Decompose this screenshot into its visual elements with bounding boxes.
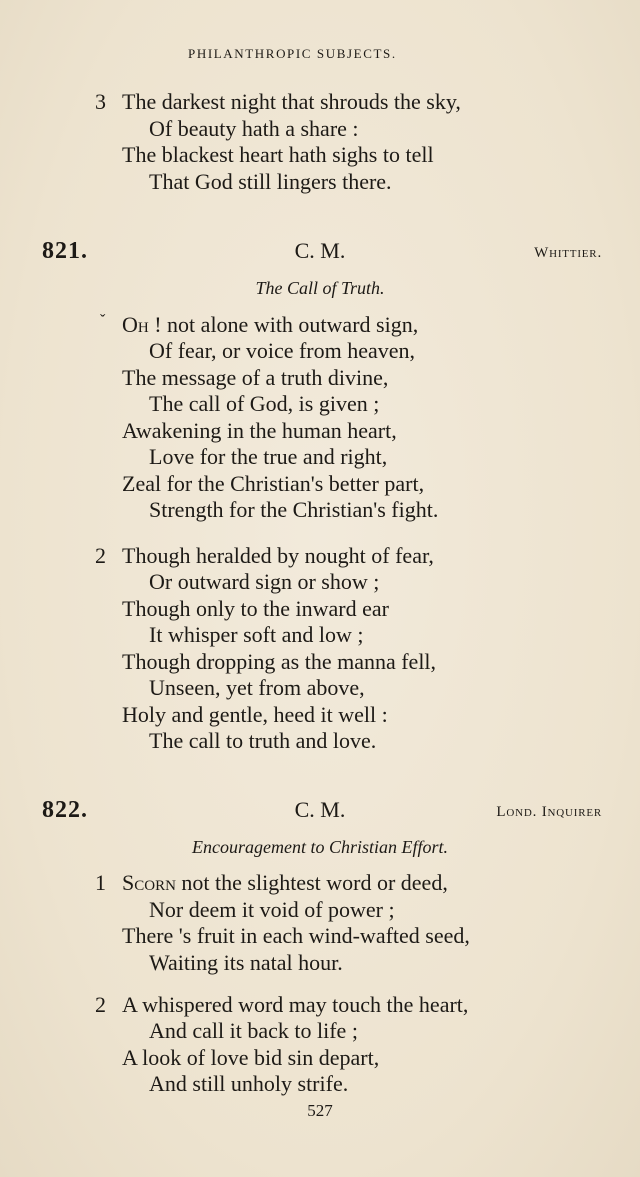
verse-line: Unseen, yet from above, [149,675,365,700]
verse-line: Of fear, or voice from heaven, [149,338,416,363]
hymn-title: The Call of Truth. [255,278,385,298]
verse-line: Though heralded by nought of fear, [122,543,434,568]
verse-line: And still unholy strife. [149,1071,349,1096]
verse-line: A whispered word may touch the heart, [122,992,469,1017]
verse-line: A look of love bid sin depart, [122,1045,380,1070]
hymn-author: Whittier. [534,245,602,261]
stanza-number: 1 [95,870,106,895]
verse-line: And call it back to life ; [149,1018,358,1043]
stanza-number: 3 [95,89,106,114]
verse-line: The blackest heart hath sighs to tell [122,142,434,167]
verse-line: The call of God, is given ; [149,391,380,416]
hymn-title: Encouragement to Christian Effort. [192,837,448,857]
verse-line: Though dropping as the manna fell, [122,649,437,674]
verse-line: Or outward sign or show ; [149,569,380,594]
verse-line-first [122,312,418,338]
stanza-number: 2 [95,543,106,568]
verse-line: The darkest night that shrouds the sky, [122,89,461,114]
verse-line: That God still lingers there. [149,169,392,194]
stanza-number: 2 [95,992,106,1017]
verse-line-first [122,870,448,896]
verse-first-rest: not the slightest word or deed, [175,870,448,895]
verse-line: Zeal for the Christian's better part, [122,471,425,496]
printer-mark: ˇ [100,312,106,329]
verse-line: There 's fruit in each wind-wafted seed, [122,923,470,948]
verse-line: Holy and gentle, heed it well : [122,702,388,727]
verse-line: Strength for the Christian's fight. [149,497,439,522]
verse-first-word: Oh [122,312,149,337]
hymn-author: Lond. Inquirer [496,804,602,820]
hymn-meter: C. M. [294,238,346,263]
verse-line: The call to truth and love. [149,728,377,753]
hymn-number: 822. [42,797,88,823]
verse-line: It whisper soft and low ; [149,622,364,647]
verse-line: Waiting its natal hour. [149,950,343,975]
verse-line: Of beauty hath a share : [149,116,359,141]
verse-line: Nor deem it void of power ; [149,897,395,922]
verse-first-word: Scorn [122,870,176,895]
hymn-meter: C. M. [294,797,346,822]
verse-line: Love for the true and right, [149,444,388,469]
verse-line: Awakening in the human heart, [122,418,397,443]
verse-line: The message of a truth divine, [122,365,389,390]
verse-line: Though only to the inward ear [122,596,389,621]
verse-first-rest: ! not alone with outward sign, [148,312,419,337]
running-head: PHILANTHROPIC SUBJECTS. [188,46,397,61]
page-number: 527 [307,1101,333,1120]
hymn-number: 821. [42,238,88,264]
